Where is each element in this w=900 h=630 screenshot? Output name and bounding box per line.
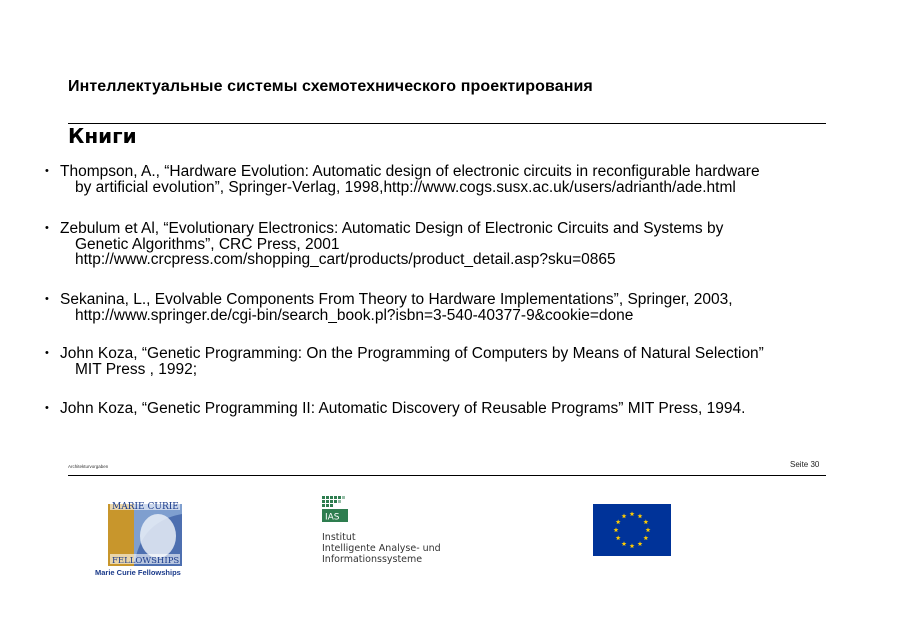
eu-flag-icon xyxy=(593,504,671,556)
ias-logo-mark-text: IAS xyxy=(325,512,340,522)
footer-label: Architekturvorgaben xyxy=(68,464,109,469)
reference-link[interactable]: http://www.crcpress.com/shopping_cart/products/product_detail.asp?sku=0865 xyxy=(75,251,616,268)
header-title: Интеллектуальные системы схемотехнического проектирования xyxy=(68,78,593,95)
reference-line: John Koza, “Genetic Programming: On the Programming of Computers by Means of Natural Selection” xyxy=(60,345,764,362)
ias-logo-icon xyxy=(322,496,348,522)
marie-curie-caption: Marie Curie Fellowships xyxy=(95,568,181,577)
reference-link[interactable]: http://www.springer.de/cgi-bin/search_book.pl?isbn=3-540-40377-9&cookie=done xyxy=(75,306,634,324)
reference-line: Thompson, A., “Hardware Evolution: Automatic design of electronic circuits in reconfigurable hardware xyxy=(60,163,760,180)
marie-curie-logo-top-text: MARIE CURIE xyxy=(112,502,179,512)
bullet: • xyxy=(45,293,49,305)
marie-curie-logo-bottom-text: FELLOWSHIPS xyxy=(112,556,180,566)
reference-item xyxy=(42,221,723,268)
ias-line: Informationssysteme xyxy=(322,554,423,565)
bullet: • xyxy=(45,165,49,177)
section-title: Книги xyxy=(68,124,137,148)
reference-line: John Koza, “Genetic Programming II: Automatic Discovery of Reusable Programs” MIT Press, 1994. xyxy=(60,400,746,417)
bullet: • xyxy=(45,347,49,359)
header-divider xyxy=(68,123,826,124)
ias-line: Intelligente Analyse- und xyxy=(322,543,441,554)
reference-line: Genetic Algorithms”, CRC Press, 2001 xyxy=(75,235,340,253)
reference-item xyxy=(42,346,764,377)
page-number: Seite 30 xyxy=(790,460,820,469)
marie-curie-logo xyxy=(108,500,198,578)
reference-line: MIT Press , 1992; xyxy=(75,360,198,378)
reference-line: by artificial evolution”, Springer-Verlag, 1998,http://www.cogs.susx.ac.uk/users/adrianth/ade.html xyxy=(75,178,736,196)
reference-item xyxy=(42,164,760,195)
reference-item xyxy=(42,292,733,323)
bullet: • xyxy=(45,402,49,414)
reference-line: Sekanina, L., Evolvable Components From Theory to Hardware Implementations”, Springer, 2003, xyxy=(60,291,733,308)
bullet: • xyxy=(45,222,49,234)
reference-item xyxy=(42,401,745,417)
ias-institute-name xyxy=(322,532,441,565)
footer-divider xyxy=(68,475,826,476)
ias-line: Institut xyxy=(322,532,356,543)
reference-line: Zebulum et Al, “Evolutionary Electronics: Automatic Design of Electronic Circuits and Systems by xyxy=(60,220,724,237)
